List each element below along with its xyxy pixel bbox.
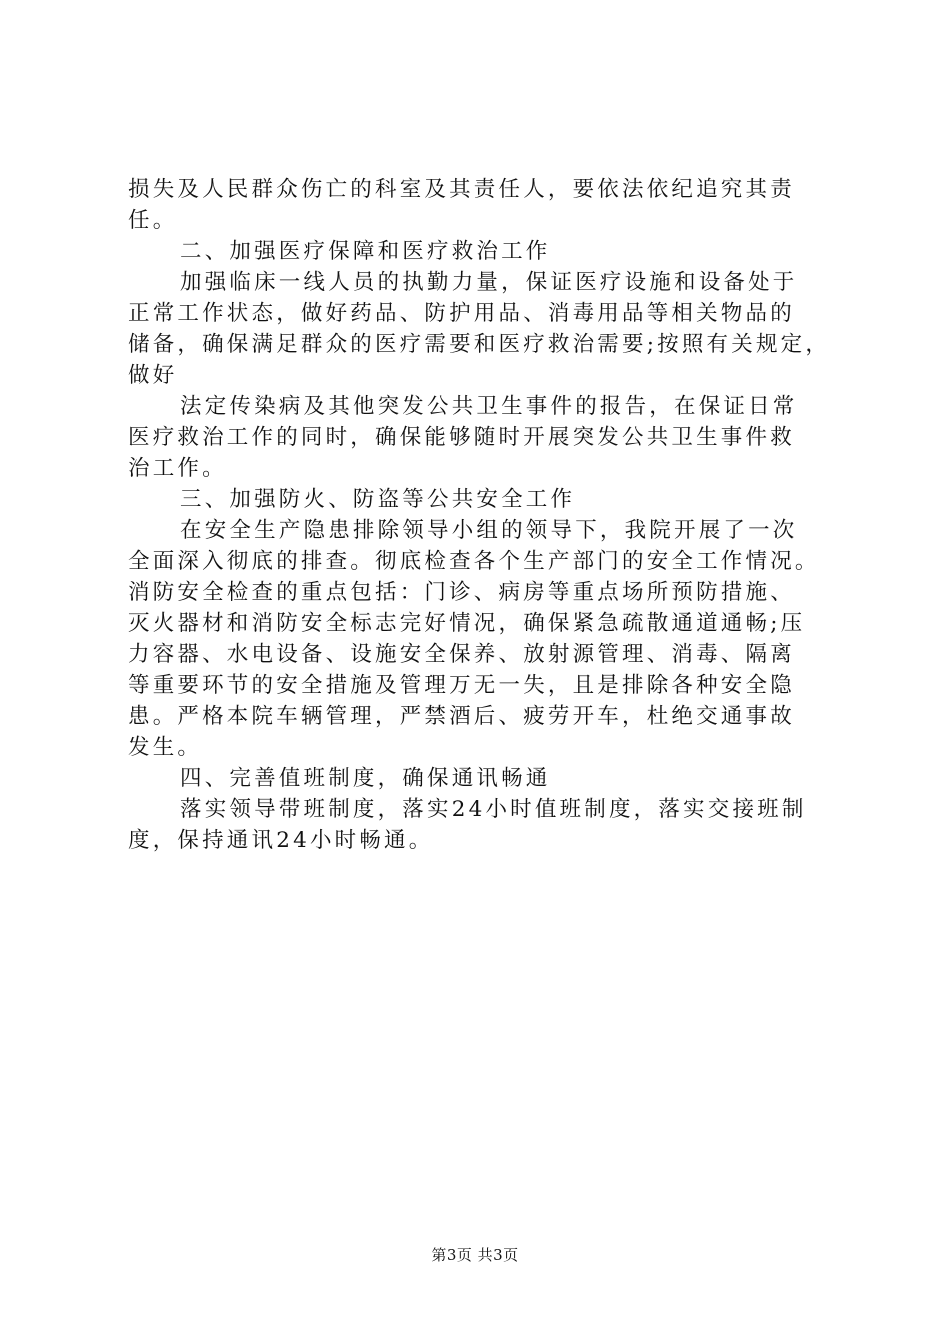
text-line: 做好 bbox=[128, 363, 178, 388]
text-line: 度，保持通讯24小时畅通。 bbox=[128, 828, 434, 853]
text-line: 储备，确保满足群众的医疗需要和医疗救治需要;按照有关规定， bbox=[128, 332, 831, 357]
text-line: 正常工作状态，做好药品、防护用品、消毒用品等相关物品的 bbox=[128, 301, 795, 326]
section-heading: 四、完善值班制度，确保通讯畅通 bbox=[180, 766, 551, 791]
text-line: 法定传染病及其他突发公共卫生事件的报告，在保证日常 bbox=[180, 394, 798, 419]
text-line: 发生。 bbox=[128, 735, 203, 760]
text-line: 灭火器材和消防安全标志完好情况，确保紧急疏散通道通畅;压 bbox=[128, 611, 806, 636]
section-heading: 三、加强防火、防盗等公共安全工作 bbox=[180, 487, 576, 512]
text-line: 损失及人民群众伤亡的科室及其责任人，要依法依纪追究其责 bbox=[128, 177, 795, 202]
text-line: 医疗救治工作的同时，确保能够随时开展突发公共卫生事件救 bbox=[128, 425, 795, 450]
text-line: 消防安全检查的重点包括：门诊、病房等重点场所预防措施、 bbox=[128, 580, 795, 605]
text-line: 加强临床一线人员的执勤力量，保证医疗设施和设备处于 bbox=[180, 270, 798, 295]
text-line: 落实领导带班制度，落实24小时值班制度，落实交接班制 bbox=[180, 797, 807, 822]
text-line: 患。严格本院车辆管理，严禁酒后、疲劳开车，杜绝交通事故 bbox=[128, 704, 795, 729]
text-line: 在安全生产隐患排除领导小组的领导下，我院开展了一次 bbox=[180, 518, 798, 543]
document-body bbox=[128, 174, 831, 856]
page-footer bbox=[0, 1244, 950, 1265]
page-number-label: 第3页 共3页 bbox=[431, 1246, 519, 1264]
text-line: 治工作。 bbox=[128, 456, 227, 481]
section-heading: 二、加强医疗保障和医疗救治工作 bbox=[180, 239, 551, 264]
text-line: 任。 bbox=[128, 208, 178, 233]
text-line: 全面深入彻底的排查。彻底检查各个生产部门的安全工作情况。 bbox=[128, 549, 820, 574]
text-line: 等重要环节的安全措施及管理万无一失，且是排除各种安全隐 bbox=[128, 673, 795, 698]
text-line: 力容器、水电设备、设施安全保养、放射源管理、消毒、隔离 bbox=[128, 642, 795, 667]
